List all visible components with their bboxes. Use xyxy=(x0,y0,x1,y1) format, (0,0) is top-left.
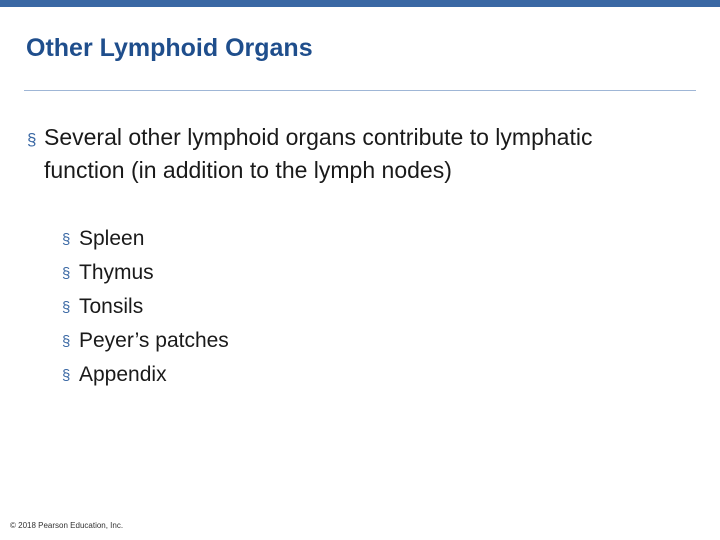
bullet-marker-icon: § xyxy=(62,367,71,384)
sub-bullet-label: Appendix xyxy=(79,363,167,386)
bullet-marker-icon: § xyxy=(62,231,71,248)
sub-bullet-spleen xyxy=(62,225,229,259)
bullet-marker-icon: § xyxy=(62,333,71,350)
bullet-marker-icon: § xyxy=(62,265,71,282)
sub-bullet-list xyxy=(62,225,229,395)
sub-bullet-peyers-patches xyxy=(62,327,229,361)
sub-bullet-appendix xyxy=(62,361,229,395)
bullet-marker-icon: § xyxy=(62,299,71,316)
sub-bullet-label: Peyer’s patches xyxy=(79,329,229,352)
title-divider xyxy=(24,90,696,91)
top-accent-bar xyxy=(0,0,720,7)
main-bullet-text: Several other lymphoid organs contribute to lymphatic function (in addition to the lymph nodes) xyxy=(44,124,593,183)
copyright-footer: © 2018 Pearson Education, Inc. xyxy=(10,521,124,530)
slide-title: Other Lymphoid Organs xyxy=(26,34,313,62)
sub-bullet-label: Tonsils xyxy=(79,295,144,318)
main-bullet xyxy=(27,121,627,187)
sub-bullet-tonsils xyxy=(62,293,229,327)
sub-bullet-label: Thymus xyxy=(79,261,154,284)
bullet-marker-icon: § xyxy=(27,130,37,149)
sub-bullet-thymus xyxy=(62,259,229,293)
sub-bullet-label: Spleen xyxy=(79,227,145,250)
